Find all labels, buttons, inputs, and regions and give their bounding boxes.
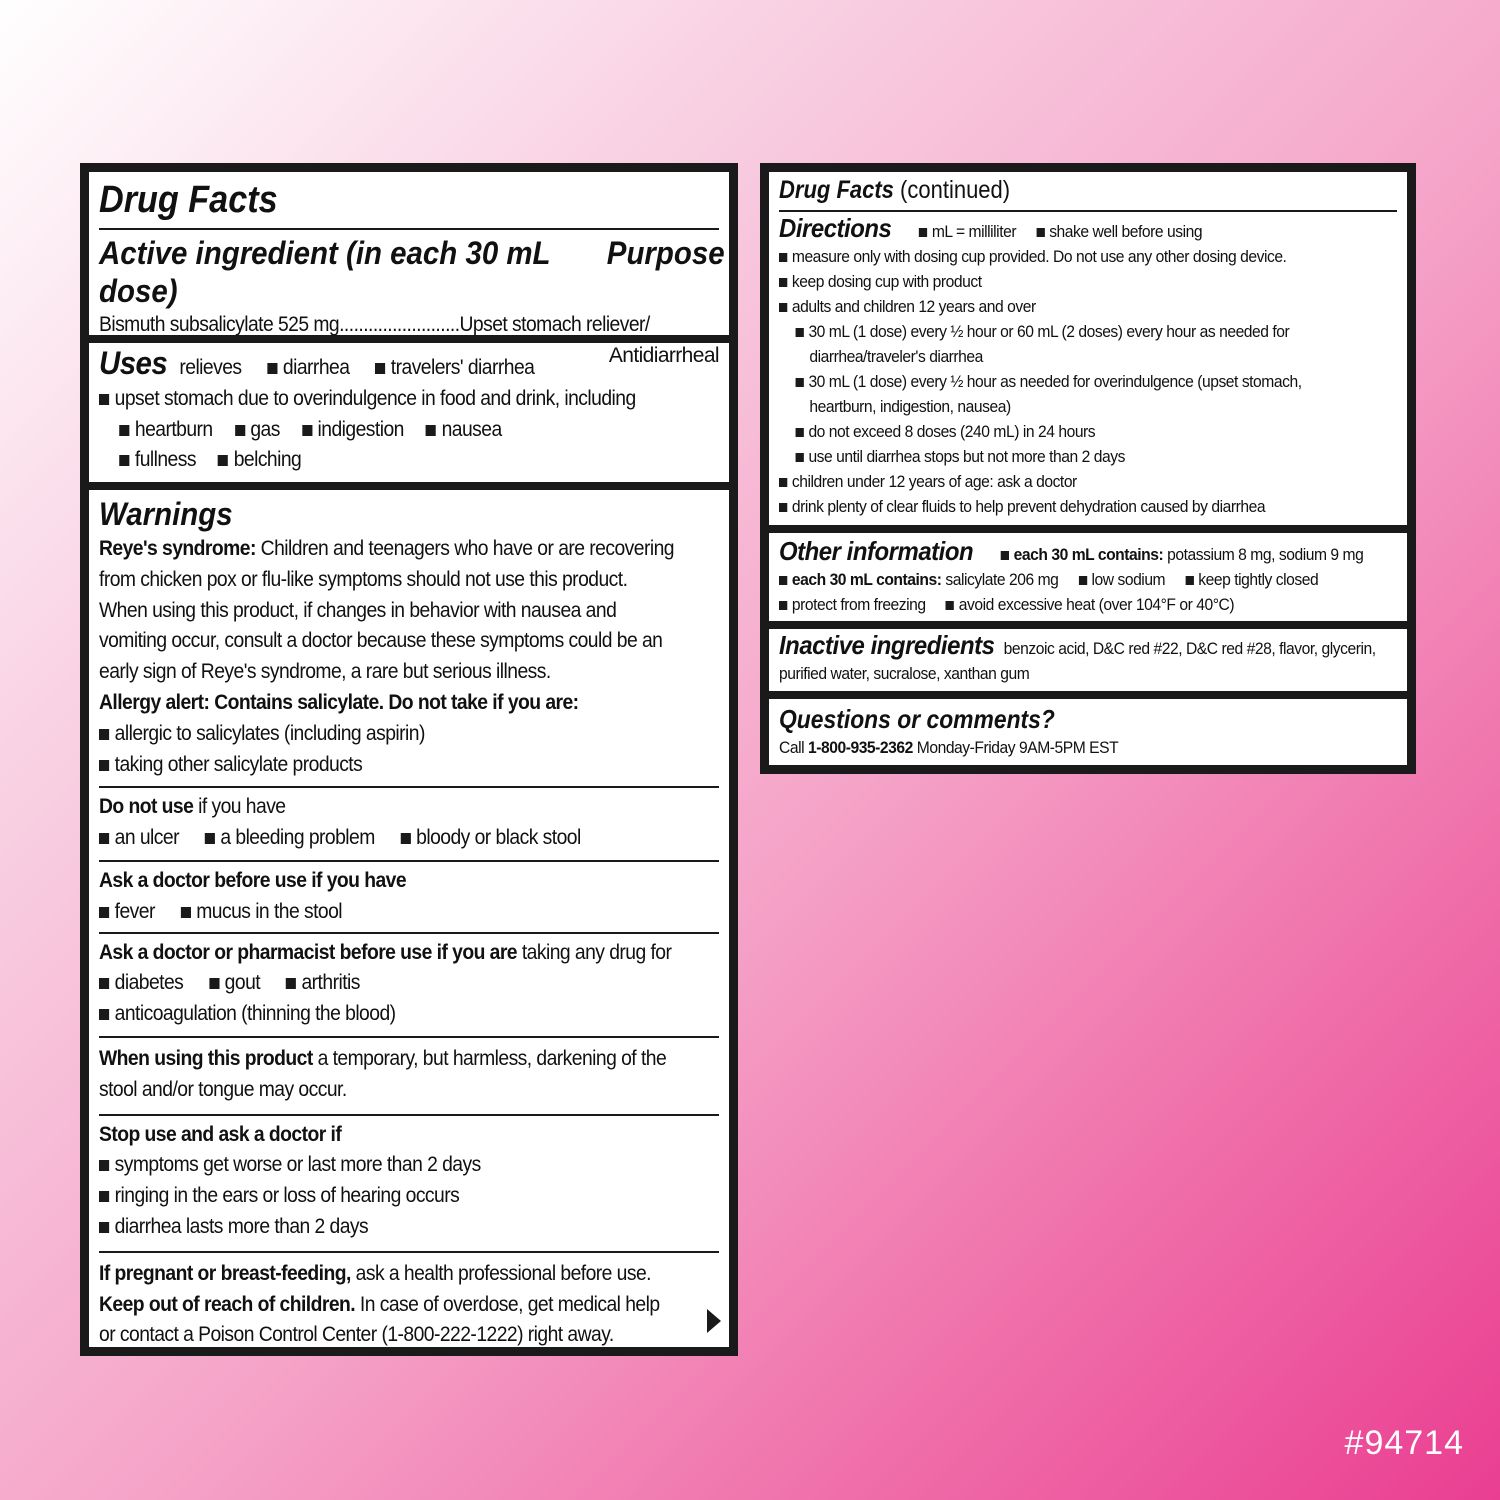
bullet-icon [779,478,787,487]
warnings-section [89,490,729,1347]
bullet-icon [779,278,787,287]
ask-doctor-heading: Ask a doctor before use if you have [99,868,407,892]
do-not-use-item: a bleeding problem [220,826,375,850]
directions-item: mL = milliliter [931,222,1017,241]
bullet-icon [99,1191,109,1202]
uses-item: indigestion [317,417,404,441]
bullet-icon [99,729,109,740]
bullet-icon [99,907,109,918]
bullet-icon [779,253,787,262]
bullet-icon [181,907,191,918]
when-using-text: stool and/or tongue may occur. [99,1077,347,1101]
uses-item: upset stomach due to overindulgence in food and drink, including [114,386,636,410]
bullet-icon [1079,576,1087,585]
questions-heading: Questions or comments? [779,704,1055,734]
directions-subitem: use until diarrhea stops but not more than 2 days [808,447,1125,466]
bullet-icon [796,453,804,462]
directions-subitem: 30 mL (1 dose) every ½ hour as needed for overindulgence (upset stomach, [808,372,1302,391]
reye-text: Children and teenagers who have or are recovering [260,537,674,560]
keep-out-text: In case of overdose, get medical help [359,1292,660,1316]
reye-label: Reye's syndrome: [99,537,256,560]
bullet-icon [1185,576,1193,585]
other-info-item: avoid excessive heat (over 104°F or 40°C) [958,595,1235,614]
ask-doctor-item: fever [114,899,155,923]
uses-section [89,343,729,490]
bullet-icon [119,455,129,466]
call-label: Call [779,738,805,757]
bullet-icon [99,394,109,405]
directions-item: children under 12 years of age: ask a doctor [791,472,1077,491]
uses-item: fullness [134,448,196,472]
other-information-heading: Other information [779,536,974,566]
call-hours: Monday-Friday 9AM-5PM EST [916,738,1119,757]
ask-pharmacist-item: gout [224,971,261,995]
directions-subitem: heartburn, indigestion, nausea) [809,397,1011,416]
pregnancy-label: If pregnant or breast-feeding, [99,1261,351,1285]
bullet-icon [946,601,954,610]
bullet-icon [779,576,787,585]
bullet-icon [235,425,245,436]
when-using-label: When using this product [99,1046,313,1070]
bullet-icon [205,833,215,844]
other-info-item: protect from freezing [791,595,926,614]
bullet-icon [209,978,219,989]
allergy-item: allergic to salicylates (including aspirin) [114,721,425,745]
bullet-icon [1001,551,1009,560]
inactive-ingredients-heading: Inactive ingredients [779,630,995,660]
bullet-icon [796,428,804,437]
uses-heading: Uses [99,345,168,381]
reye-text: from chicken pox or flu-like symptoms should not use this product. [99,567,628,591]
stop-use-item: diarrhea lasts more than 2 days [114,1214,369,1238]
directions-item: keep dosing cup with product [791,272,982,291]
reye-text: early sign of Reye's syndrome, a rare but serious illness. [99,660,551,684]
ask-pharmacist-text: taking any drug for [521,940,672,964]
do-not-use-item: bloody or black stool [416,826,581,850]
reye-text: When using this product, if changes in behavior with nausea and [99,598,617,622]
bullet-icon [796,378,804,387]
do-not-use-label: Do not use [99,795,194,819]
other-info-text: salicylate 206 mg [945,570,1059,589]
bullet-icon [99,978,109,989]
ask-pharmacist-item: anticoagulation (thinning the blood) [114,1002,396,1026]
inactive-ingredients-section [769,629,1407,699]
bullet-icon [99,1160,109,1171]
bullet-icon [375,363,385,374]
directions-section [769,172,1407,533]
other-info-label: each 30 mL contains: [791,570,942,589]
directions-subitem: do not exceed 8 doses (240 mL) in 24 hours [808,422,1096,441]
keep-out-text: or contact a Poison Control Center (1-800-222-1222) right away. [99,1323,614,1347]
purpose-heading: Purpose [606,235,725,271]
bullet-icon [779,303,787,312]
do-not-use-item: an ulcer [114,826,179,850]
allergy-alert: Allergy alert: Contains salicylate. Do not take if you are: [99,690,579,714]
stop-use-heading: Stop use and ask a doctor if [99,1122,342,1146]
bullet-icon [99,833,109,844]
bullet-icon [779,601,787,610]
active-ingredient-heading: Active ingredient (in each 30 mL dose) [99,235,551,309]
bullet-icon [401,833,411,844]
directions-item: shake well before using [1049,222,1203,241]
stop-use-item: symptoms get worse or last more than 2 days [114,1153,481,1177]
bullet-icon [267,363,277,374]
directions-subitem: diarrhea/traveler's diarrhea [809,347,983,366]
continue-arrow-icon [707,1309,721,1333]
inactive-ingredients-text: purified water, sucralose, xanthan gum [779,664,1030,683]
bullet-icon [779,503,787,512]
warnings-heading: Warnings [99,496,233,532]
bullet-icon [99,1009,109,1020]
other-info-label: each 30 mL contains: [1013,545,1164,564]
directions-item: measure only with dosing cup provided. Do not use any other dosing device. [791,247,1287,266]
active-ingredient-line: Bismuth subsalicylate 525 mg.........................Upset stomach reliever/ [99,313,650,336]
uses-item: gas [250,417,280,441]
allergy-item: taking other salicylate products [114,752,363,776]
other-information-section [769,533,1407,629]
uses-item: belching [233,448,302,472]
bullet-icon [426,425,436,436]
directions-subitem: 30 mL (1 dose) every ½ hour or 60 mL (2 doses) every hour as needed for [808,322,1290,341]
active-ingredient-purpose: Antidiarrheal [608,343,719,367]
bullet-icon [796,328,804,337]
ask-pharmacist-label: Ask a doctor or pharmacist before use if you are [99,940,518,964]
stop-use-item: ringing in the ears or loss of hearing occurs [114,1184,460,1208]
item-number: #94714 [1344,1424,1464,1462]
directions-item: drink plenty of clear fluids to help prevent dehydration caused by diarrhea [791,497,1266,516]
bullet-icon [99,760,109,771]
keep-out-label: Keep out of reach of children. [99,1292,356,1316]
directions-heading: Directions [779,213,892,243]
bullet-icon [919,228,927,237]
phone-number: 1-800-935-2362 [808,738,913,757]
do-not-use-text: if you have [198,795,286,819]
reye-text: vomiting occur, consult a doctor because these symptoms could be an [99,629,663,653]
bullet-icon [286,978,296,989]
pregnancy-text: ask a health professional before use. [355,1261,651,1285]
drug-facts-continued-panel [760,163,1416,774]
uses-item: travelers' diarrhea [390,356,535,379]
bullet-icon [99,1222,109,1233]
drug-facts-panel [80,163,738,1356]
inactive-ingredients-text: benzoic acid, D&C red #22, D&C red #28, flavor, glycerin, [1003,639,1376,658]
bullet-icon [302,425,312,436]
continued-title: Drug Facts [779,176,894,204]
other-info-item: low sodium [1091,570,1166,589]
other-info-item: keep tightly closed [1198,570,1319,589]
uses-item: diarrhea [282,356,350,379]
ask-doctor-item: mucus in the stool [196,899,343,923]
ask-pharmacist-item: arthritis [301,971,360,995]
bullet-icon [119,425,129,436]
uses-item: nausea [441,417,502,441]
bullet-icon [218,455,228,466]
uses-intro: relieves [179,356,242,379]
drug-facts-title: Drug Facts [99,179,278,221]
ask-pharmacist-item: diabetes [114,971,184,995]
questions-section [769,699,1407,760]
when-using-text: a temporary, but harmless, darkening of the [317,1046,667,1070]
uses-item: heartburn [134,417,213,441]
bullet-icon [1036,228,1044,237]
continued-label: (continued) [900,176,1011,204]
other-info-text: potassium 8 mg, sodium 9 mg [1167,545,1364,564]
directions-item: adults and children 12 years and over [791,297,1036,316]
